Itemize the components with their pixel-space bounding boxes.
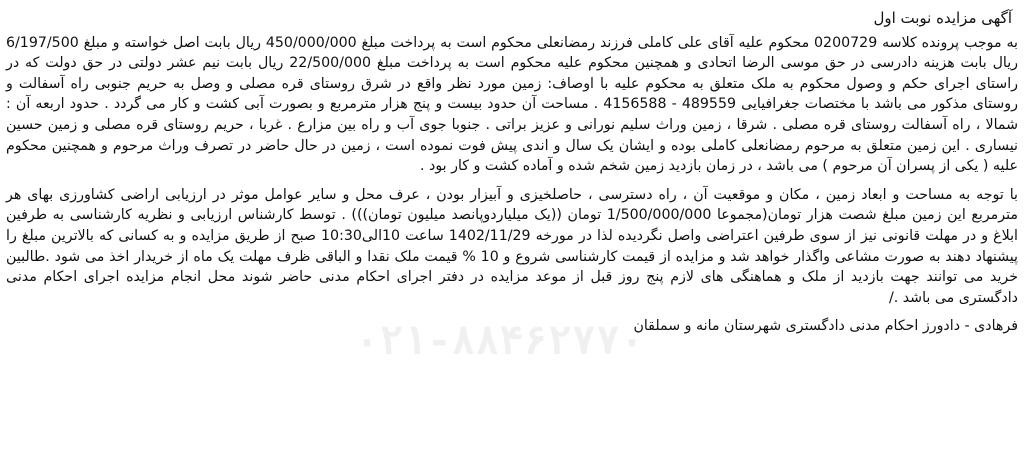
auction-terms-paragraph: با توجه به مساحت و ابعاد زمین ، مکان و موقعیت آن ، راه دسترسی ، حاصلخیزی و آبیزار بودن ، عرف محل و سایر عوامل موثر در ارزیابی اراضی کشاورزی بهای هر مترمربع این زمین مبلغ شصت هزار تومان(مجموعا 1/500/000/000 تومان ((یک میلیاردوپانصد میلیون تومان))) . توسط کارشناس ارزیابی و نظریه کارشناسی به طرفین ابلاغ و در مهلت قانونی نیز از سوی طرفین اعتراضی واصل نگردیده لذا در مورخه 1402/11/29 ساعت 10الی10:30 صبح از طریق مزایده و به کسانی که بالاترین مبلغ را پیشنهاد دهند به صورت مشاعی واگذار خواهد شد و مزایده از قیمت کارشناسی شروع و 10 % قیمت ملک نقدا و الباقی ظرف مهلت یک ماه از خریدار اخذ می شود .طالبین خرید می توانند جهت بازدید از ملک و هماهنگی های لازم پنج روز قبل از موعد مزایده در دفتر اجرای احکام مدنی حاضر شوند محل انجام مزایده اجرای احکام مدنی دادگستری می باشد ./ — [6, 186, 1018, 306]
phone-watermark: ۰۲۱-۸۸۴۶۲۷۷۰ — [355, 318, 644, 364]
signature-line: فرهادی - دادورز احکام مدنی دادگستری شهرستان مانه و سملقان — [633, 318, 1018, 335]
auction-notice — [6, 4, 1018, 337]
notice-title: آگهی مزایده نوبت اول — [873, 9, 1012, 27]
case-details-paragraph: به موجب پرونده کلاسه 0200729 محکوم علیه آقای علی کاملی فرزند رمضانعلی محکوم است به پرداخت مبلغ 450/000/000 ریال بابت اصل خواسته و مبلغ 6/197/500 ریال بابت هزینه دادرسی در حق موسی الرضا اتحادی و همچنین محکوم علیه محکوم است به پرداخت مبلغ 22/500/000 ریال بابت نیم عشر دولتی در حق دولت که در راستای اجرای حکم و وصول محکوم به ملک متعلق به محکوم علیه با اوصاف: زمین مورد نظر واقع در شرق روستای قره مصلی و وصل به حریم جنوبی راه آسفالت و روستای مذکور می باشد با مختصات جغرافیایی 489559 - 4156588 . مساحت آن حدود بیست و پنج هزار مترمربع و بصورت آبی کشت و کار می گردد . حدود اربعه آن : شمالا ، راه آسفالت روستای قره مصلی . شرقا ، زمین وراث سلیم نورانی و عزیز براتی . جنوبا جوی آب و راه بین مزارع . غربا ، حریم روستای قره مصلی و زمین حسین نیساری . این زمین متعلق به مرحوم رمضانعلی کاملی بوده و ایشان یک سال و اندی پیش فوت نموده است ، زمین در حال حاضر در تصرف وراث مرحوم و همچنین محکوم علیه ( یکی از پسران آن مرحوم ) می باشد ، در زمان بازدید زمین شخم شده و آماده کشت و کار بود . — [6, 34, 1019, 175]
